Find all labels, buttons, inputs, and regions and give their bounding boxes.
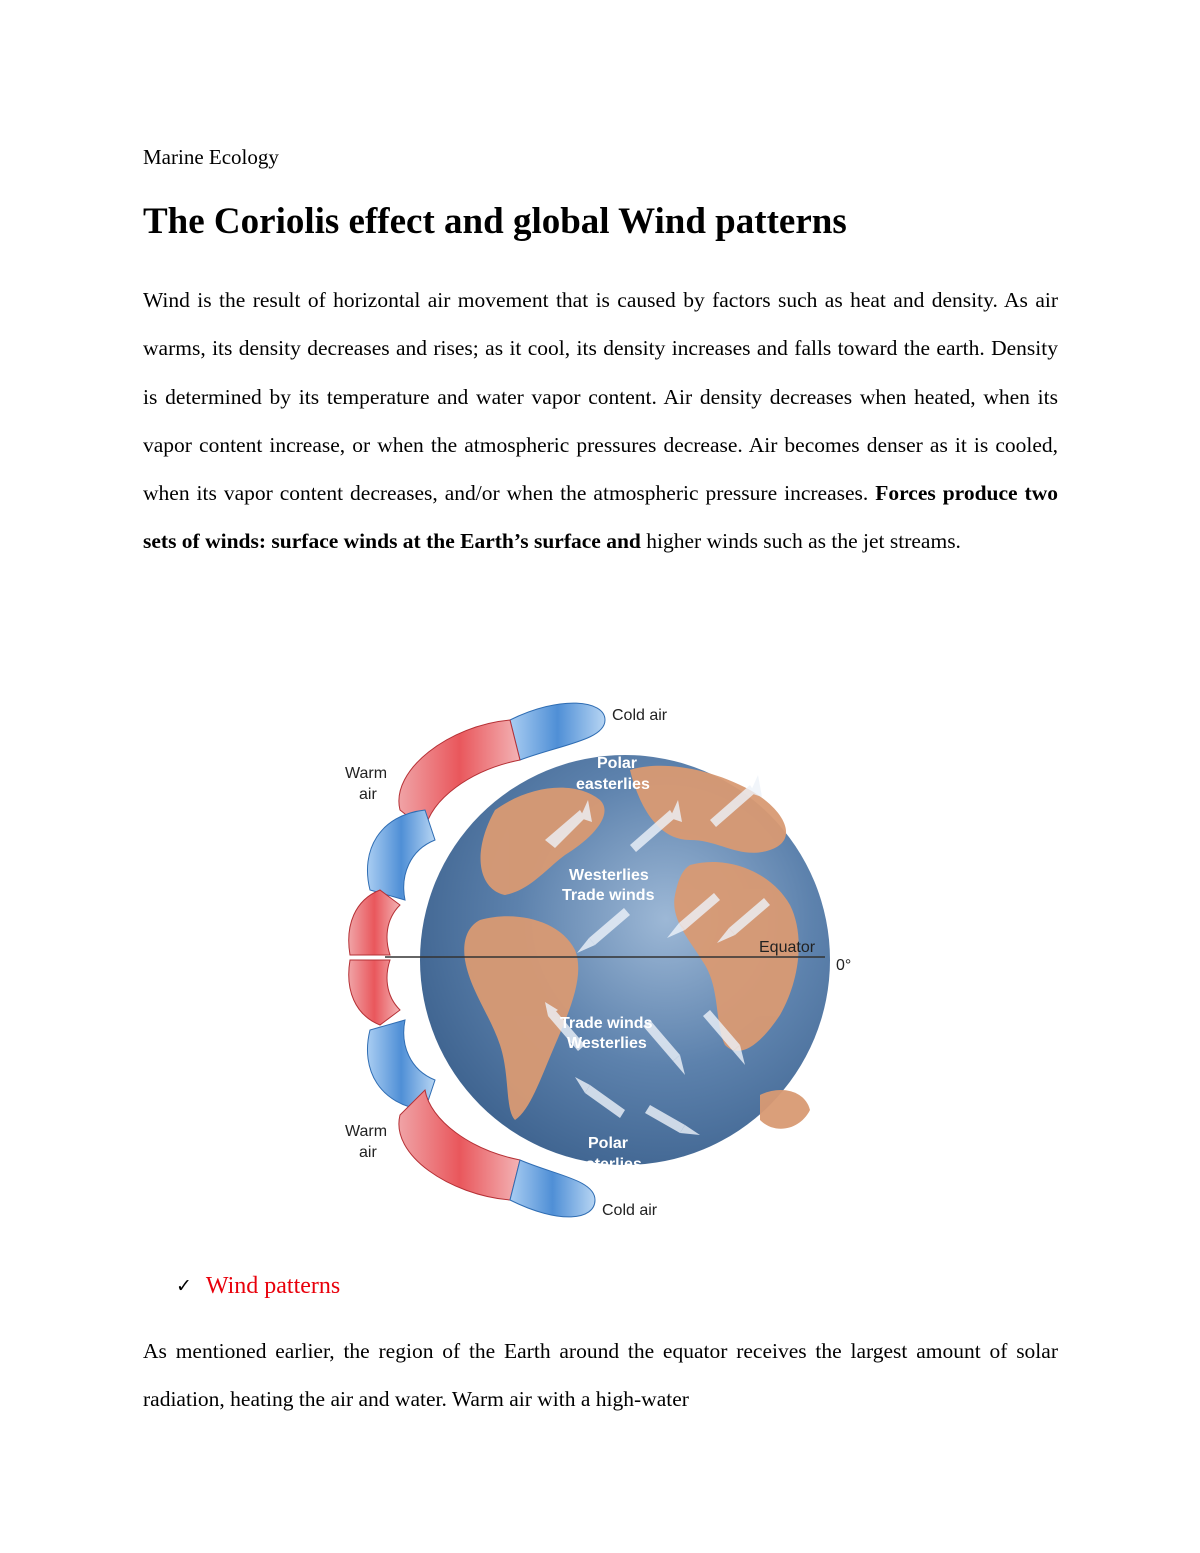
label-warm-air-top-2: air (359, 786, 377, 803)
intro-paragraph-text: Wind is the result of horizontal air movement that is caused by factors such as heat and density. As air warms, its density decreases and rises; as it cool, its density increases and falls toward the earth. Density is determined by its temperature and water vapor content. Air density decreases when heated, when its vapor content increase, or when the atmospheric pressures decrease. Air becomes denser as it is cooled, when its vapor content decreases, and/or when the atmospheric pressure increases. (143, 288, 1058, 506)
label-equator: Equator (759, 939, 816, 956)
label-westerlies-south: Westerlies (567, 1035, 647, 1052)
label-cold-air-bottom: Cold air (602, 1202, 658, 1219)
label-warm-air-top-1: Warm (345, 765, 388, 782)
label-warm-air-bottom-1: Warm (345, 1123, 388, 1140)
label-polar-easterlies-bottom-1: Polar (588, 1135, 629, 1152)
page-title: The Coriolis effect and global Wind patterns (143, 201, 847, 242)
label-warm-air-bottom-2: air (359, 1144, 377, 1161)
coriolis-diagram (330, 690, 870, 1235)
label-trade-winds-north: Trade winds (562, 887, 655, 904)
label-westerlies-north: Westerlies (569, 867, 649, 884)
intro-paragraph-tail: higher winds such as the jet streams. (640, 529, 961, 554)
wind-patterns-bullet (176, 1268, 340, 1304)
label-zero-degree: 0° (836, 957, 852, 974)
checkmark-icon: ✓ (176, 1275, 192, 1297)
subject-label: Marine Ecology (143, 145, 279, 169)
wind-patterns-paragraph: As mentioned earlier, the region of the Earth around the equator receives the largest amount of solar radiation, heating the air and water. Warm air with a high-water (143, 1339, 1058, 1412)
label-polar-easterlies-top-1: Polar (597, 755, 638, 772)
intro-paragraph-bold: Forces produce two sets of winds: surface winds at the Earth’s surface and (143, 481, 1058, 554)
label-cold-air-top: Cold air (612, 707, 668, 724)
label-polar-easterlies-bottom-2: easterlies (568, 1156, 642, 1173)
label-polar-easterlies-top-2: easterlies (576, 776, 650, 793)
intro-paragraph (143, 276, 1058, 566)
coriolis-figure (330, 690, 870, 1235)
bullet-heading: Wind patterns (205, 1273, 341, 1299)
label-trade-winds-south: Trade winds (560, 1015, 653, 1032)
